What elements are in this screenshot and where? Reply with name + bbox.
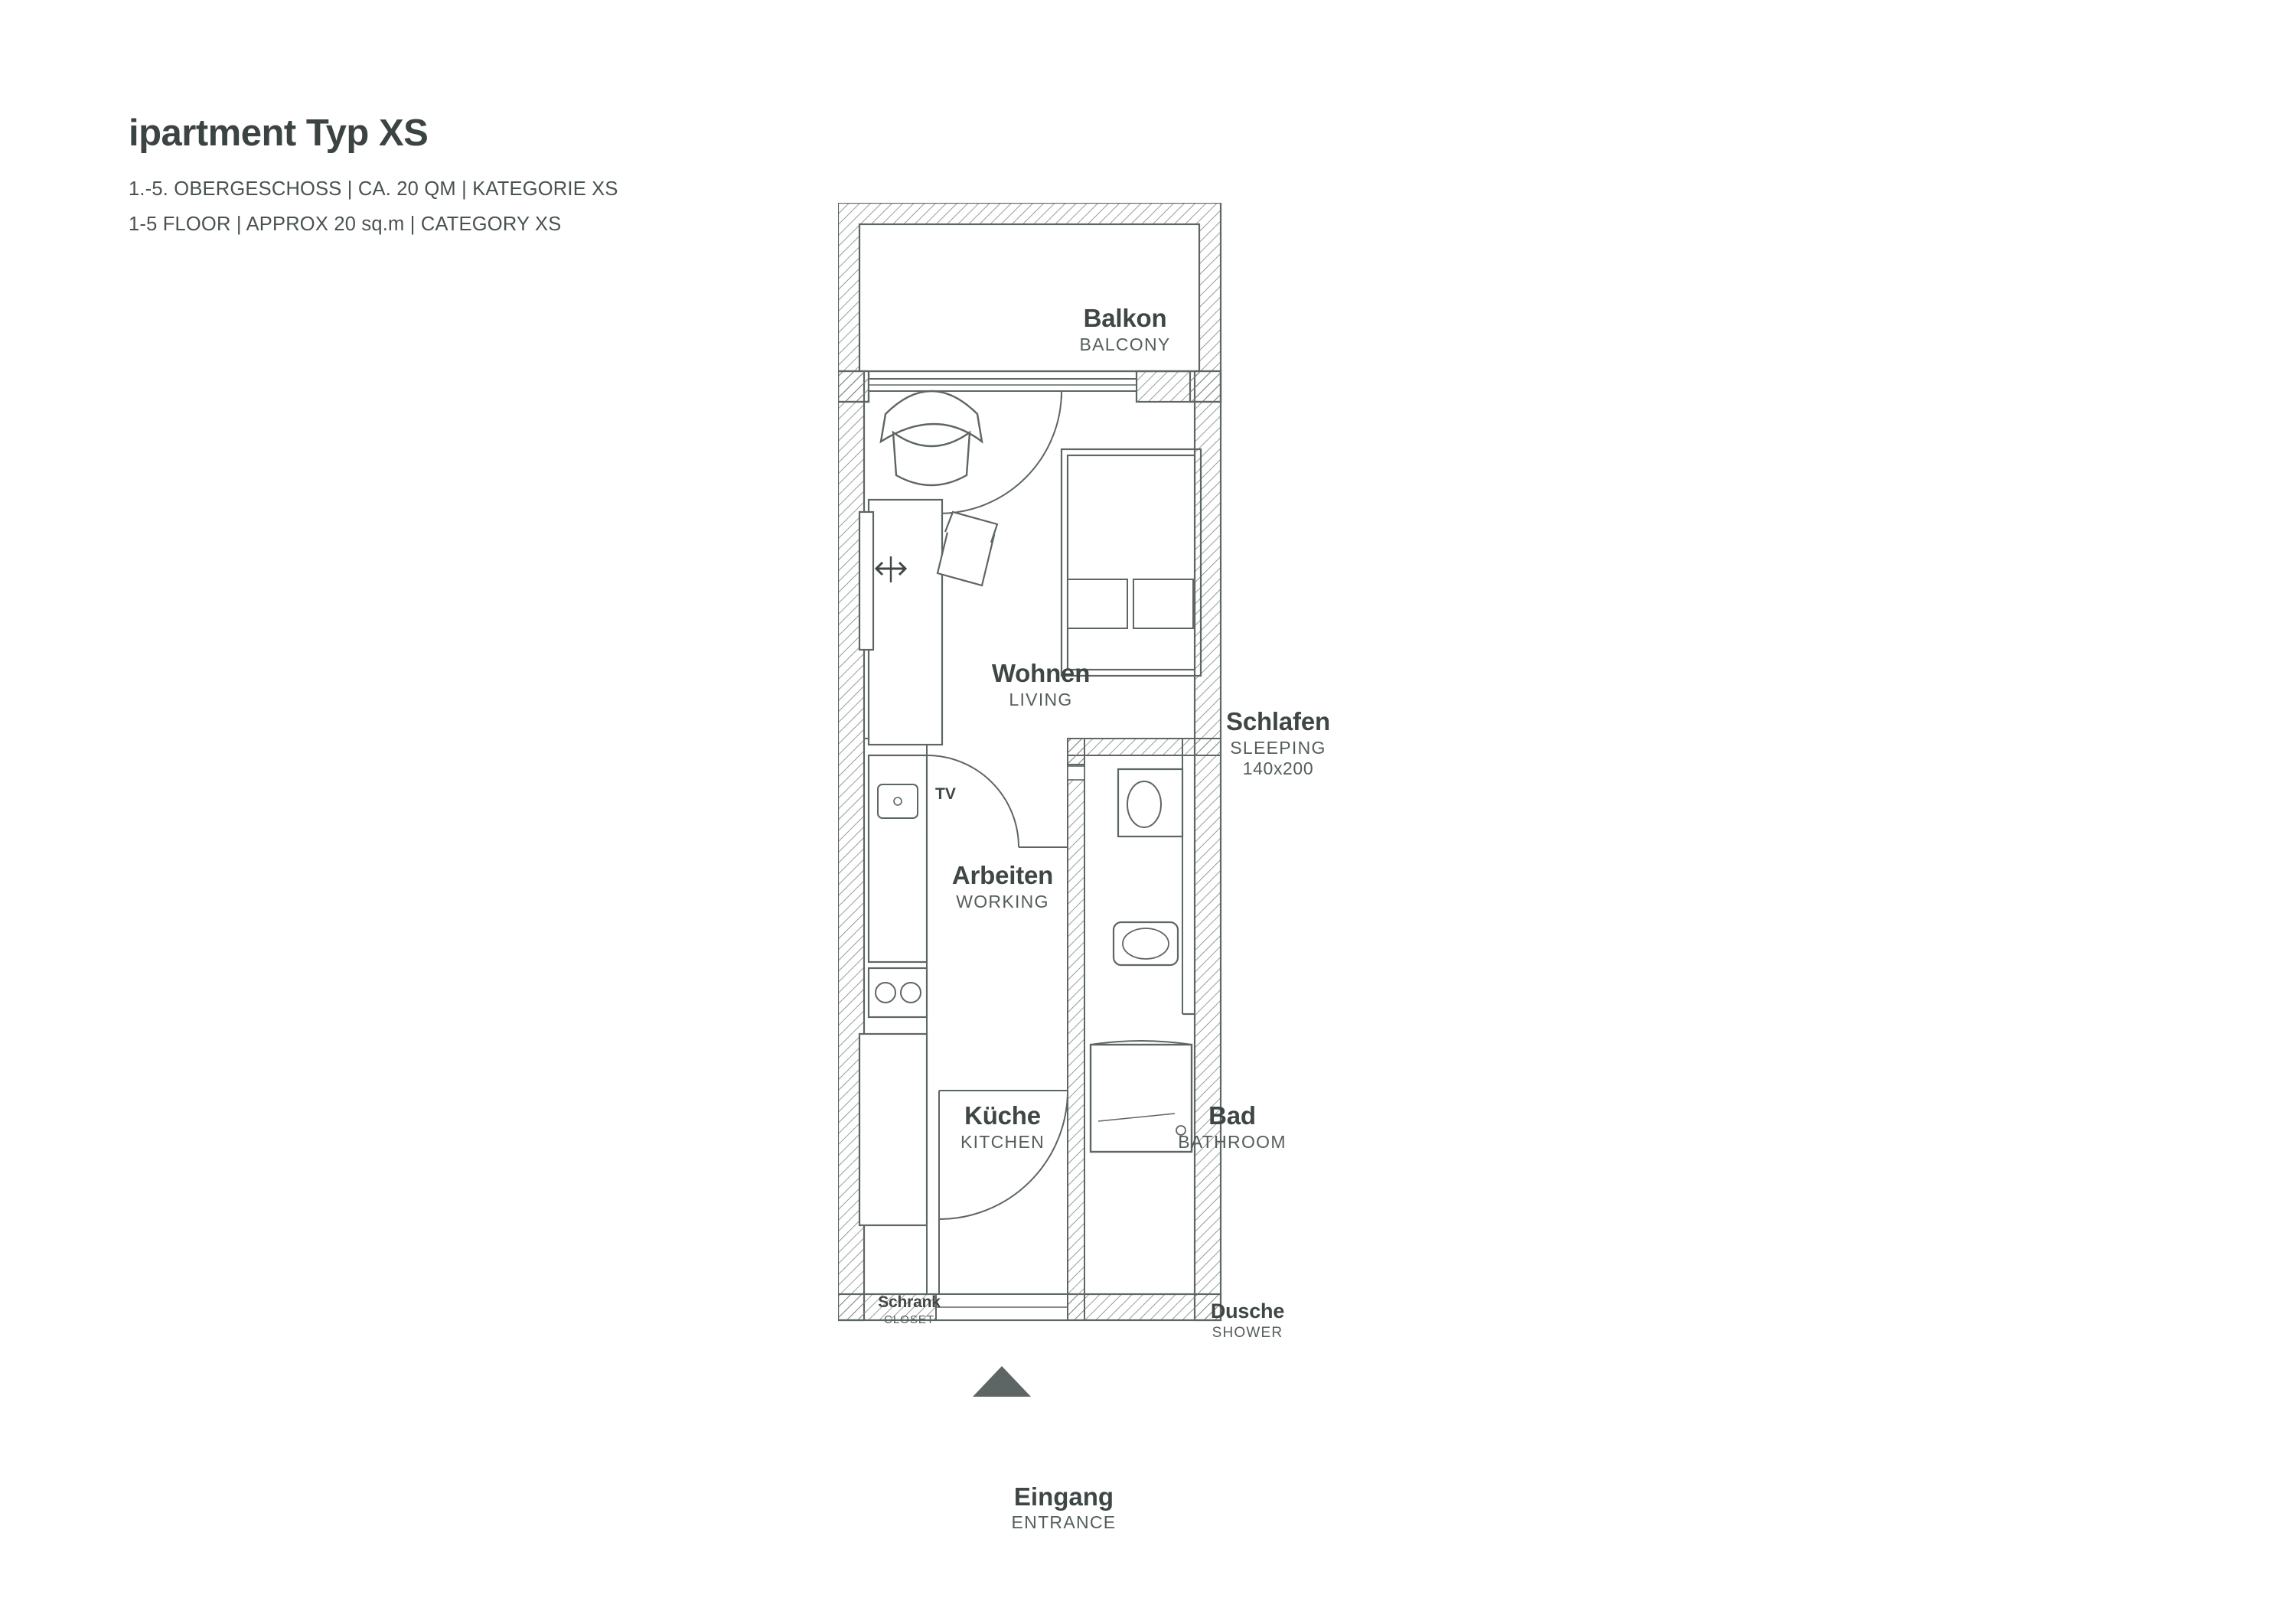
balcony-label-en: BALCONY — [1079, 334, 1171, 354]
living-label-en: LIVING — [1009, 689, 1073, 709]
subtitle-english: 1-5 FLOOR | APPROX 20 sq.m | CATEGORY XS — [129, 214, 562, 236]
living-label-de: Wohnen — [991, 659, 1091, 687]
room-label-living — [918, 660, 1163, 710]
closet-label-en: CLOSET — [883, 1313, 934, 1326]
shower-label-de: Dusche — [1210, 1300, 1285, 1322]
room-label-kitchen — [880, 1102, 1125, 1153]
balcony-door — [869, 379, 1137, 391]
bathroom-label-de: Bad — [1208, 1101, 1256, 1130]
room-label-shower — [1148, 1300, 1347, 1342]
working-label-en: WORKING — [956, 891, 1049, 911]
room-label-balcony — [1003, 305, 1247, 355]
desk-chair — [938, 512, 997, 585]
entrance-label — [941, 1483, 1186, 1533]
sleeping-label-de: Schlafen — [1226, 707, 1330, 735]
entrance-label-de: Eingang — [1013, 1482, 1114, 1511]
bathroom-label-en: BATHROOM — [1178, 1131, 1287, 1152]
balcony-label-de: Balkon — [1083, 304, 1167, 332]
entrance-label-en: ENTRANCE — [1011, 1512, 1117, 1533]
sleeping-bed-dimension: 140x200 — [1242, 758, 1314, 778]
kitchen-units — [859, 755, 927, 1225]
kitchen-label-en: KITCHEN — [960, 1131, 1045, 1152]
working-label-de: Arbeiten — [951, 861, 1054, 889]
armchair — [881, 391, 982, 485]
shower-label-en: SHOWER — [1212, 1325, 1283, 1342]
sleeping-label-en: SLEEPING — [1230, 737, 1326, 758]
room-label-sleeping — [1156, 708, 1401, 778]
bathroom-fixtures — [1091, 739, 1195, 1152]
room-label-closet — [833, 1293, 986, 1326]
bed — [1062, 449, 1201, 676]
entrance-arrow — [973, 1366, 1031, 1397]
page-title: ipartment Typ XS — [129, 113, 429, 154]
subtitle-german: 1.-5. OBERGESCHOSS | CA. 20 QM | KATEGORIE XS — [129, 178, 618, 200]
kitchen-label-de: Küche — [964, 1101, 1041, 1130]
tv-label: TV — [935, 785, 956, 803]
closet-label-de: Schrank — [878, 1293, 941, 1311]
room-label-bathroom — [1110, 1102, 1355, 1153]
room-label-working — [880, 862, 1125, 912]
